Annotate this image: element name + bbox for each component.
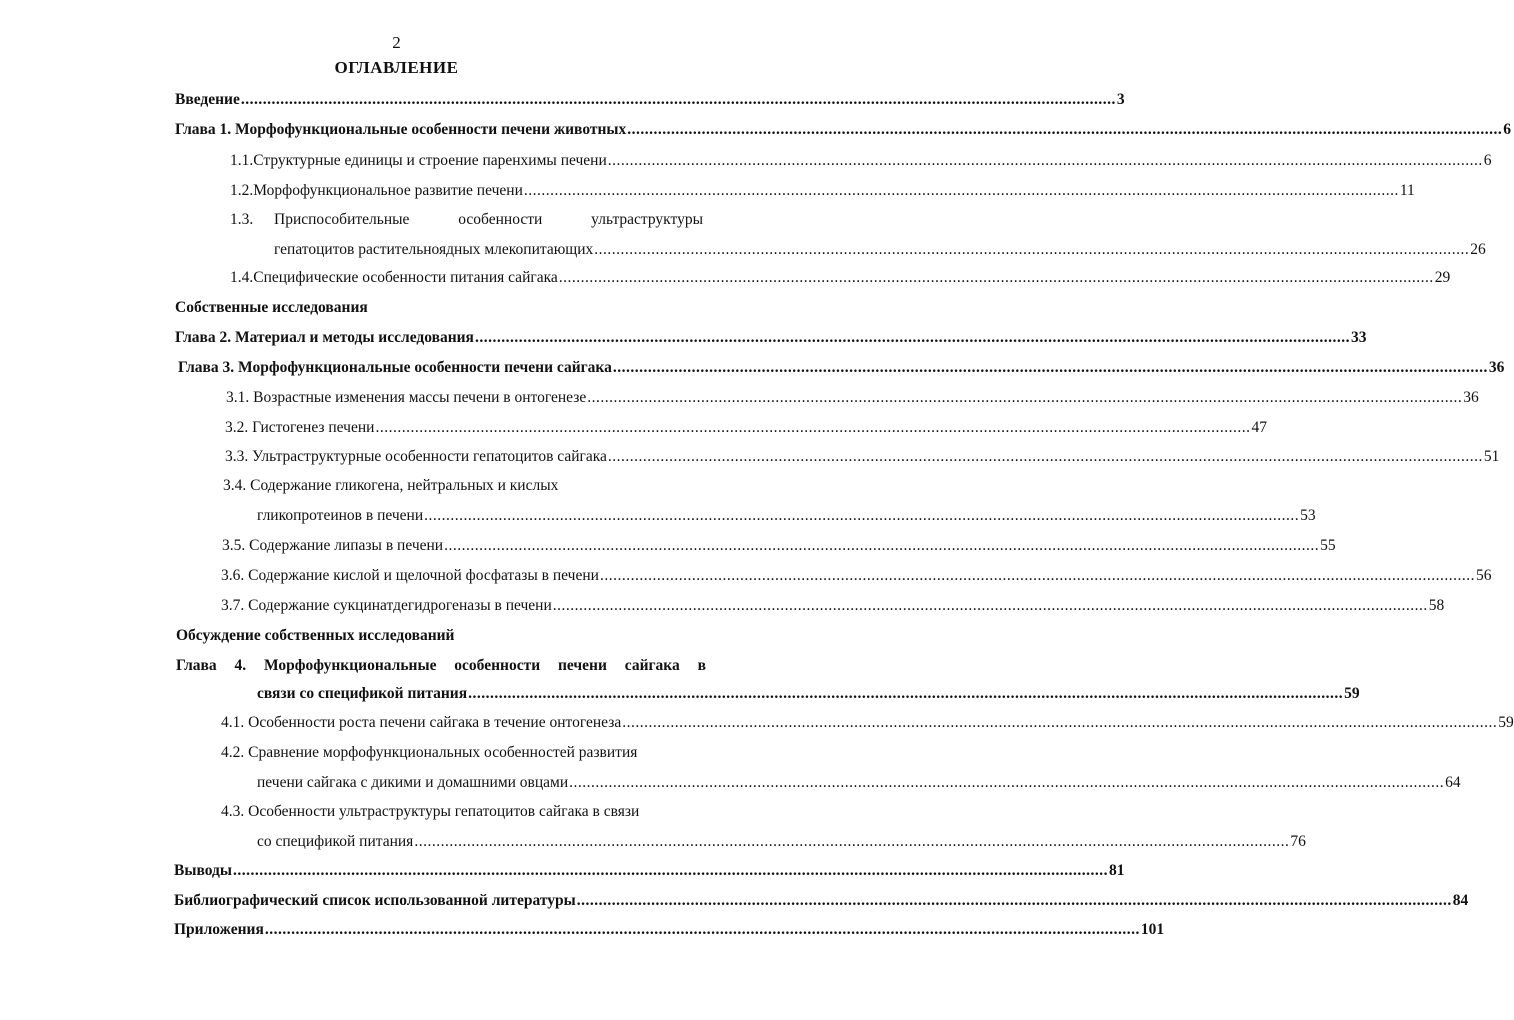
section-number: 1.4. [230,269,254,286]
entry-page: 53 [1300,507,1316,524]
dot-leader: ........................................................................................................................................................................................................ [607,152,1483,169]
toc-entry-1-1[interactable] [230,151,1492,171]
entry-title: 3.3. Ультраструктурные особенности гепатоцитов сайгака [225,448,607,465]
entry-page: 36 [1488,359,1505,376]
entry-title: 3.6. Содержание кислой и щелочной фосфатазы в печени [221,567,599,584]
toc-entry-3-7[interactable] [221,596,1445,616]
entry-title: 3.5. Содержание липазы в печени [222,537,444,554]
entry-title: печени сайгака с дикими и домашними овцами [257,774,569,791]
toc-entry-chapter-4-cont[interactable] [257,684,1360,704]
entry-page: 101 [1140,921,1165,938]
dot-leader: ........................................................................................................................................................................................................ [558,269,1434,286]
entry-word: Приспособительные [274,211,410,228]
entry-title: Структурные единицы и строение паренхимы печени [253,152,607,169]
section-number: 1.1. [230,152,254,169]
toc-entry-chapter-3[interactable] [178,358,1505,378]
toc-entry-4-2[interactable]: 4.2. Сравнение морфофункциональных особенностей развития [221,744,638,761]
dot-leader: ........................................................................................................................................................................................................ [627,121,1503,138]
entry-word: Морфофункциональные [264,657,437,674]
entry-page: 59 [1498,714,1514,731]
entry-page: 29 [1434,269,1451,286]
toc-entry-3-4[interactable]: 3.4. Содержание гликогена, нейтральных и кислых [223,477,559,494]
toc-entry-3-3[interactable] [225,447,1500,467]
entry-word: особенности [454,657,541,674]
dot-leader: ........................................................................................................................................................................................................ [264,921,1140,938]
toc-entry-3-6[interactable] [221,566,1492,586]
entry-page: 11 [1399,182,1415,199]
entry-page: 47 [1251,419,1267,436]
page-number: 2 [392,33,401,52]
toc-entry-3-1[interactable] [226,388,1479,408]
entry-page: 3 [1116,91,1125,108]
dot-leader: ........................................................................................................................................................................................................ [576,892,1452,909]
dot-leader: ........................................................................................................................................................................................................ [232,862,1108,879]
dot-leader: ........................................................................................................................................................................................................ [599,567,1475,584]
entry-title: Морфофункциональное развитие печени [253,182,523,199]
entry-title: связи со спецификой питания [257,685,468,702]
dot-leader: ........................................................................................................................................................................................................ [474,329,1350,346]
toc-entry-4-1[interactable] [221,713,1514,733]
dot-leader: ........................................................................................................................................................................................................ [444,537,1320,554]
toc-entry-1-3-cont[interactable] [274,240,1486,260]
toc-entry-appendix[interactable] [174,920,1165,940]
dot-leader: ........................................................................................................................................................................................................ [612,359,1488,376]
toc-entry-4-3-cont[interactable] [257,832,1306,852]
entry-title: Глава 3. Морфофункциональные особенности печени сайгака [178,359,612,376]
toc-entry-chapter-1[interactable] [175,120,1512,140]
entry-page: 6 [1503,121,1512,138]
entry-title: 3.1. Возрастные изменения массы печени в онтогенезе [226,389,587,406]
entry-title: Введение [175,91,240,108]
dot-leader: ........................................................................................................................................................................................................ [569,774,1445,791]
entry-title: 3.7. Содержание сукцинатдегидрогеназы в печени [221,597,552,614]
toc-entry-3-5[interactable] [222,536,1336,556]
entry-title: Приложения [174,921,264,938]
dot-leader: ........................................................................................................................................................................................................ [594,241,1470,258]
entry-title: гепатоцитов растительноядных млекопитающих [274,241,594,258]
entry-word: ультраструктуры [591,211,703,228]
entry-title: 3.2. Гистогенез печени [225,419,375,436]
entry-page: 55 [1320,537,1336,554]
entry-title: гликопротеинов в печени [257,507,424,524]
section-number: 1.3. [230,211,254,228]
toc-entry-4-3[interactable]: 4.3. Особенности ультраструктуры гепатоцитов сайгака в связи [221,803,640,820]
dot-leader: ........................................................................................................................................................................................................ [375,419,1251,436]
entry-word: Глава [176,657,217,674]
section-number: 1.2. [230,182,254,199]
toc-entry-1-4[interactable] [230,268,1451,288]
toc-entry-bibliography[interactable] [174,891,1469,911]
entry-word: в [697,657,706,674]
dot-leader: ........................................................................................................................................................................................................ [414,833,1290,850]
entry-page: 84 [1452,892,1469,909]
entry-word: особенности [458,211,543,228]
dot-leader: ........................................................................................................................................................................................................ [523,182,1399,199]
toc-entry-conclusions[interactable] [174,861,1125,881]
toc-entry-intro[interactable] [175,90,1125,110]
entry-title: Выводы [174,862,232,879]
entry-word: печени [557,657,607,674]
toc-entry-1-3[interactable] [230,210,703,230]
entry-page: 6 [1483,152,1492,169]
toc-entry-1-2[interactable] [230,181,1415,201]
entry-page: 56 [1475,567,1492,584]
dot-leader: ........................................................................................................................................................................................................ [240,91,1116,108]
entry-word: сайгака [624,657,680,674]
entry-page: 58 [1428,597,1445,614]
toc-title: ОГЛАВЛЕНИЕ [334,58,459,77]
entry-page: 51 [1483,448,1500,465]
entry-title: 4.1. Особенности роста печени сайгака в течение онтогенеза [221,714,622,731]
dot-leader: ........................................................................................................................................................................................................ [587,389,1463,406]
toc-entry-chapter-4[interactable] [176,656,706,676]
entry-page: 59 [1344,685,1360,702]
entry-title: Глава 2. Материал и методы исследования [175,329,474,346]
dot-leader: ........................................................................................................................................................................................................ [607,448,1483,465]
dot-leader: ........................................................................................................................................................................................................ [622,714,1498,731]
toc-entry-4-2-cont[interactable] [257,773,1461,793]
entry-page: 36 [1463,389,1479,406]
dot-leader: ........................................................................................................................................................................................................ [552,597,1428,614]
toc-entry-chapter-2[interactable] [175,328,1367,348]
entry-page: 26 [1470,241,1486,258]
dot-leader: ........................................................................................................................................................................................................ [468,685,1344,702]
toc-section-own-research: Собственные исследования [175,299,368,316]
entry-page: 81 [1108,862,1125,879]
toc-entry-3-4-cont[interactable] [257,506,1316,526]
entry-title: Специфические особенности питания сайгака [253,269,558,286]
entry-word: 4. [234,657,247,674]
toc-section-discussion: Обсуждение собственных исследований [176,627,455,644]
entry-title: Библиографический список использованной литературы [174,892,576,909]
dot-leader: ........................................................................................................................................................................................................ [424,507,1300,524]
entry-page: 64 [1445,774,1461,791]
entry-title: со спецификой питания [257,833,414,850]
entry-page: 33 [1350,329,1367,346]
toc-entry-3-2[interactable] [225,418,1267,438]
entry-page: 76 [1290,833,1306,850]
entry-title-justified [274,210,703,230]
entry-title: Глава 1. Морфофункциональные особенности печени животных [175,121,627,138]
